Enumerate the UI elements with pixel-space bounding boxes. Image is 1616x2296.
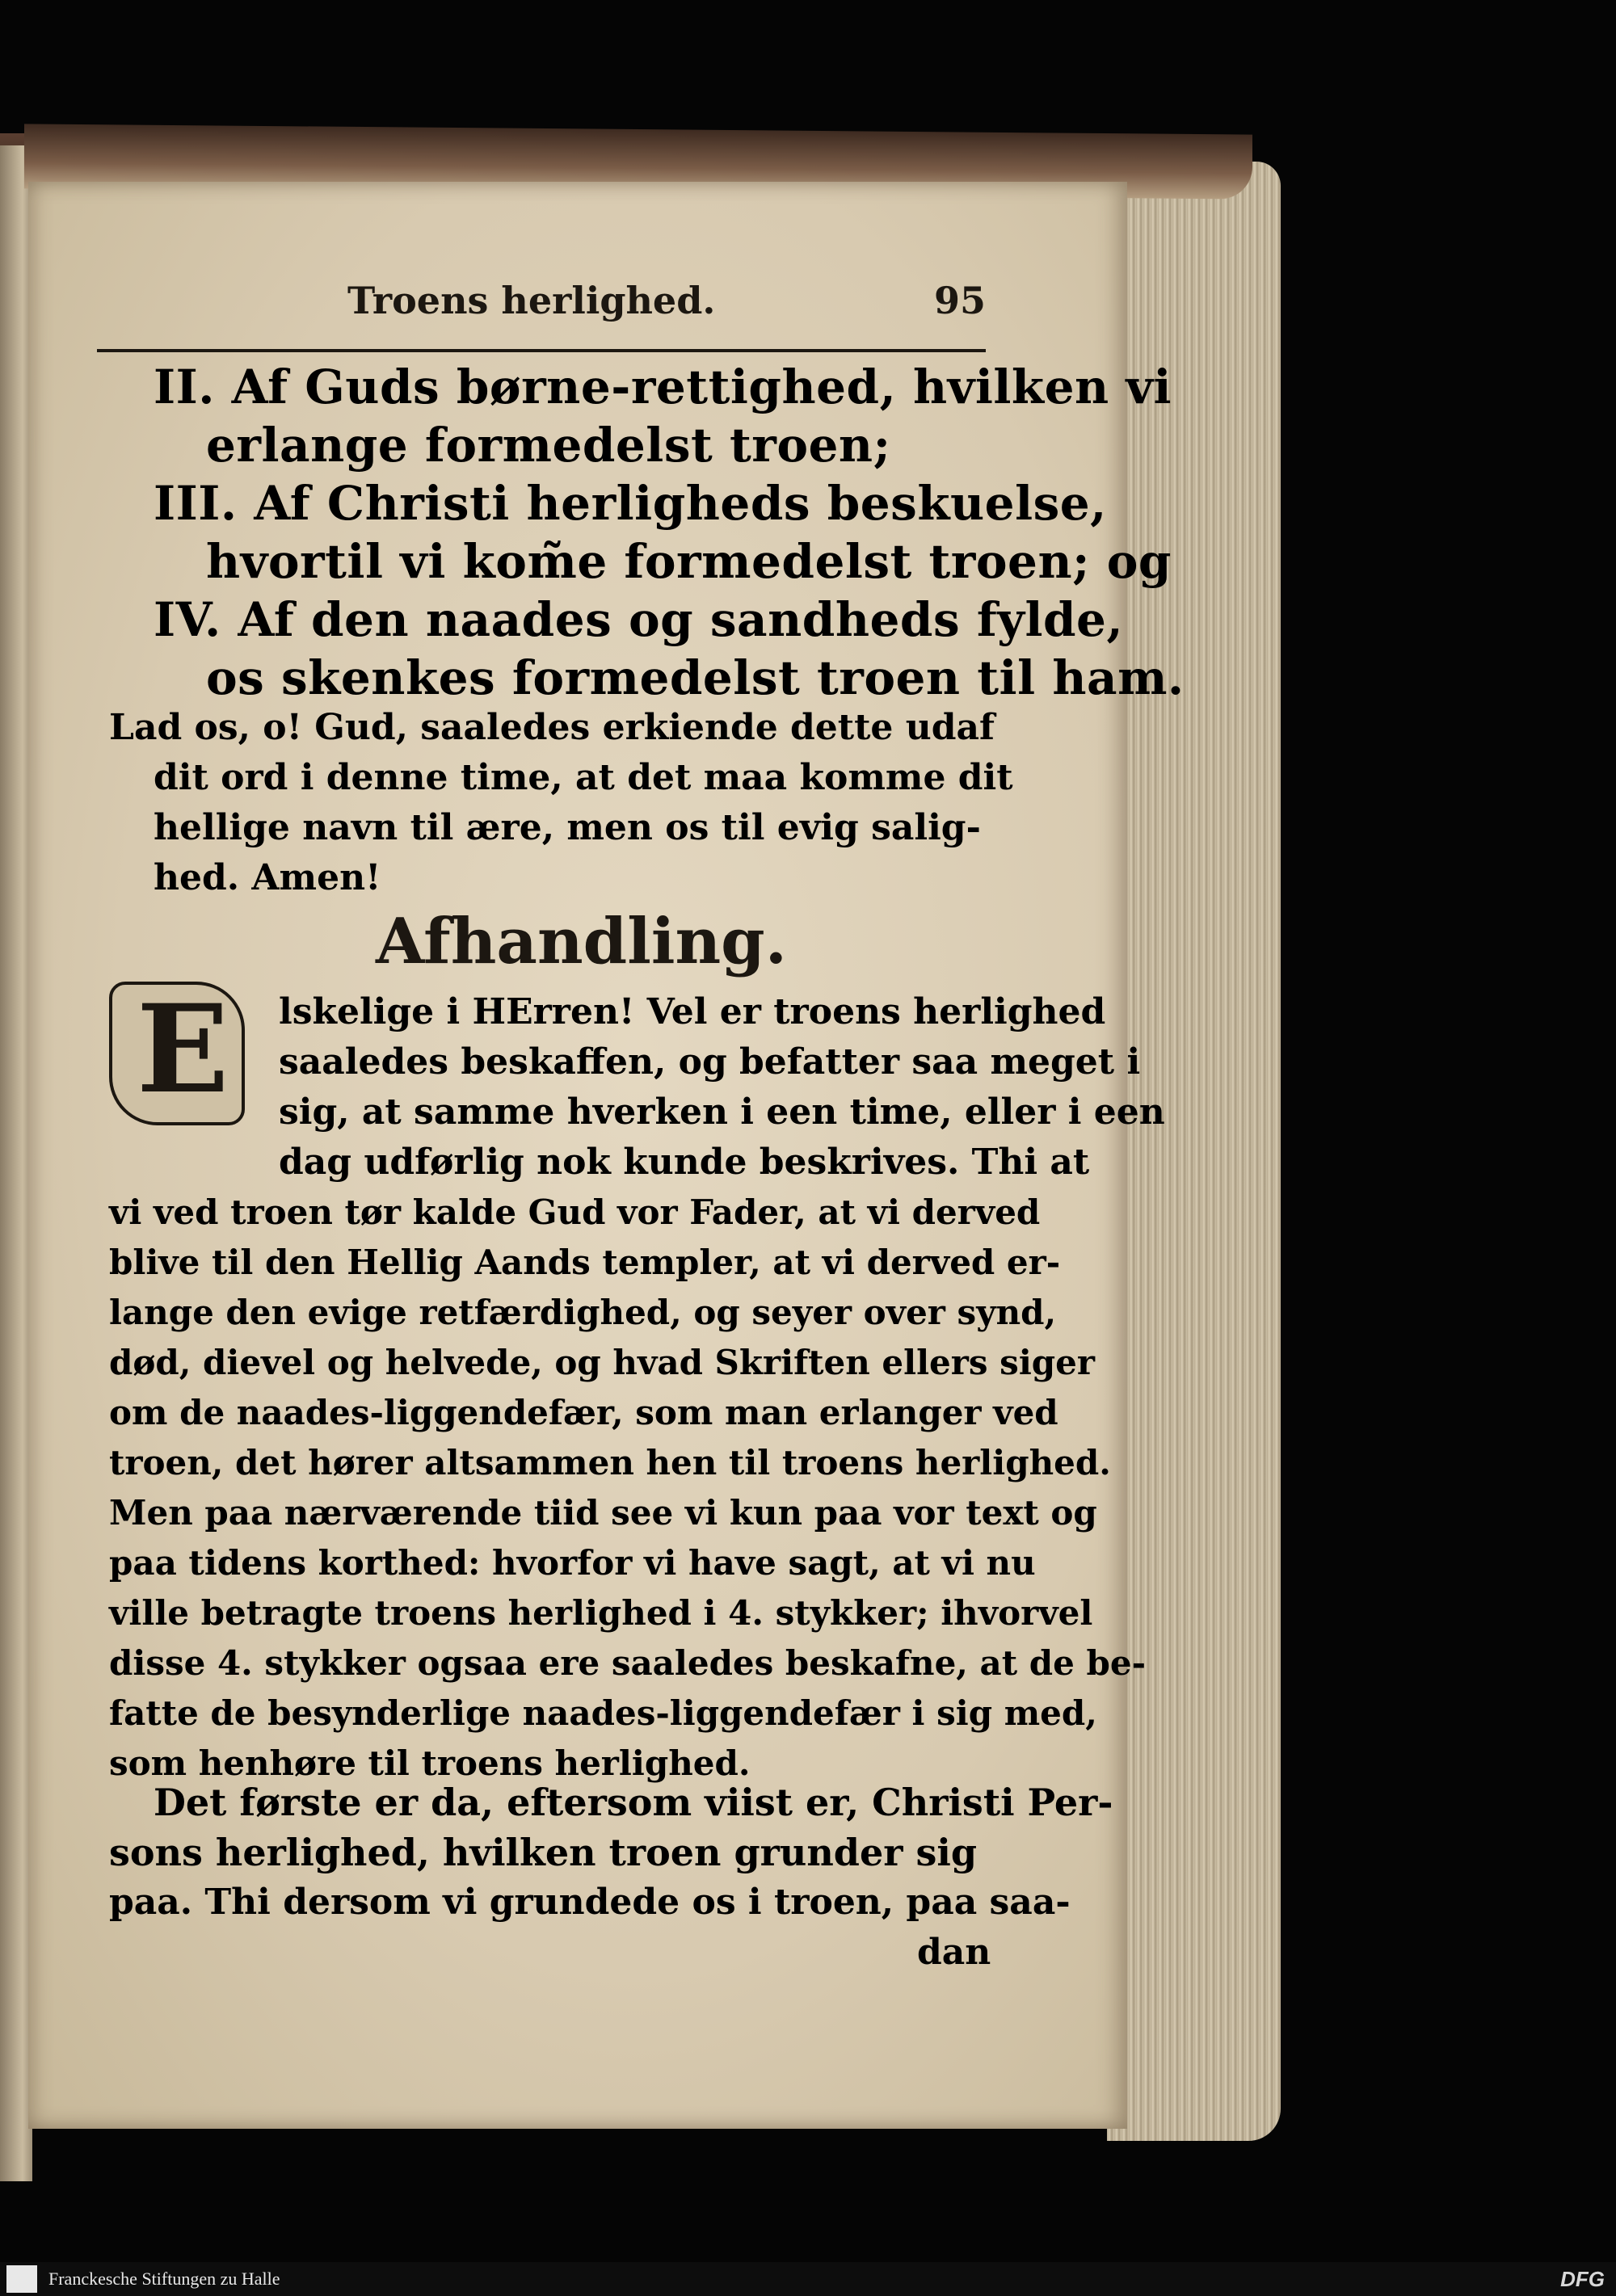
body-line: vi ved troen tør kalde Gud vor Fader, at vi derved [109,1192,1041,1232]
prayer-line: hellige navn til ære, men os til evig salig- [154,807,981,848]
running-header [315,279,986,327]
page-stack-edge [1107,162,1281,2141]
decorated-initial [109,978,245,1125]
body-line: paa. Thi dersom vi grundede os i troen, paa saa- [109,1882,1071,1923]
body-line: lange den evige retfærdighed, og seyer over synd, [109,1293,1057,1332]
running-title: Troens herlighed. [347,279,716,322]
prayer-line: Lad os, o! Gud, saaledes erkiende dette udaf [109,707,995,748]
institution-logo-icon [6,2265,37,2293]
header-rule [97,349,986,352]
body-line: død, dievel og helvede, og hvad Skriften ellers siger [109,1343,1095,1382]
outline-line: III. Af Christi herligheds beskuelse, [154,476,1107,531]
body-line: ville betragte troens herlighed i 4. stykker; ihvorvel [109,1593,1093,1633]
page-number: 95 [933,279,986,322]
body-line: lskelige i HErren! Vel er troens herlighed [279,991,1106,1032]
body-line: paa tidens korthed: hvorfor vi have sagt, at vi nu [109,1543,1036,1583]
left-page-edge [0,145,32,2181]
body-line: saaledes beskaffen, og befatter saa meget i [279,1041,1141,1083]
body-line: om de naades-liggendefær, som man erlanger ved [109,1393,1058,1432]
outline-line: erlange formedelst troen; [206,418,891,473]
body-line: sons herlighed, hvilken troen grunder sig [109,1831,978,1874]
body-line: blive til den Hellig Aands templer, at vi derved er- [109,1243,1061,1282]
body-line: Det første er da, eftersom viist er, Christi Per- [154,1781,1113,1824]
body-line: sig, at samme hverken i een time, eller i een [279,1091,1165,1133]
body-line: fatte de besynderlige naades-liggendefær i sig med, [109,1693,1097,1733]
outline-line: IV. Af den naades og sandheds fylde, [154,592,1124,647]
body-line: som henhøre til troens herlighed. [109,1743,751,1783]
prayer-line: hed. Amen! [154,857,381,898]
body-line: Men paa nærværende tiid see vi kun paa vor text og [109,1493,1097,1533]
prayer-line: dit ord i denne time, at det maa komme dit [154,757,1013,798]
outline-line: hvortil vi kom̃e formedelst troen; og [206,534,1172,589]
section-heading: Afhandling. [376,905,787,978]
institution-name: Franckesche Stiftungen zu Halle [48,2269,280,2289]
body-line: troen, det hører altsammen hen til troens herlighed. [109,1443,1111,1482]
outline-line: II. Af Guds børne-rettighed, hvilken vi [154,360,1172,414]
body-line: disse 4. stykker ogsaa ere saaledes beskafne, at de be- [109,1643,1147,1683]
catchword: dan [917,1932,991,1973]
outline-line: os skenkes formedelst troen til ham. [206,650,1185,705]
initial-letter: E [137,978,229,1121]
footer-bar [0,2262,1616,2296]
body-line: dag udførlig nok kunde beskrives. Thi at [279,1142,1090,1183]
dfg-logo: DFG [1560,2267,1605,2291]
